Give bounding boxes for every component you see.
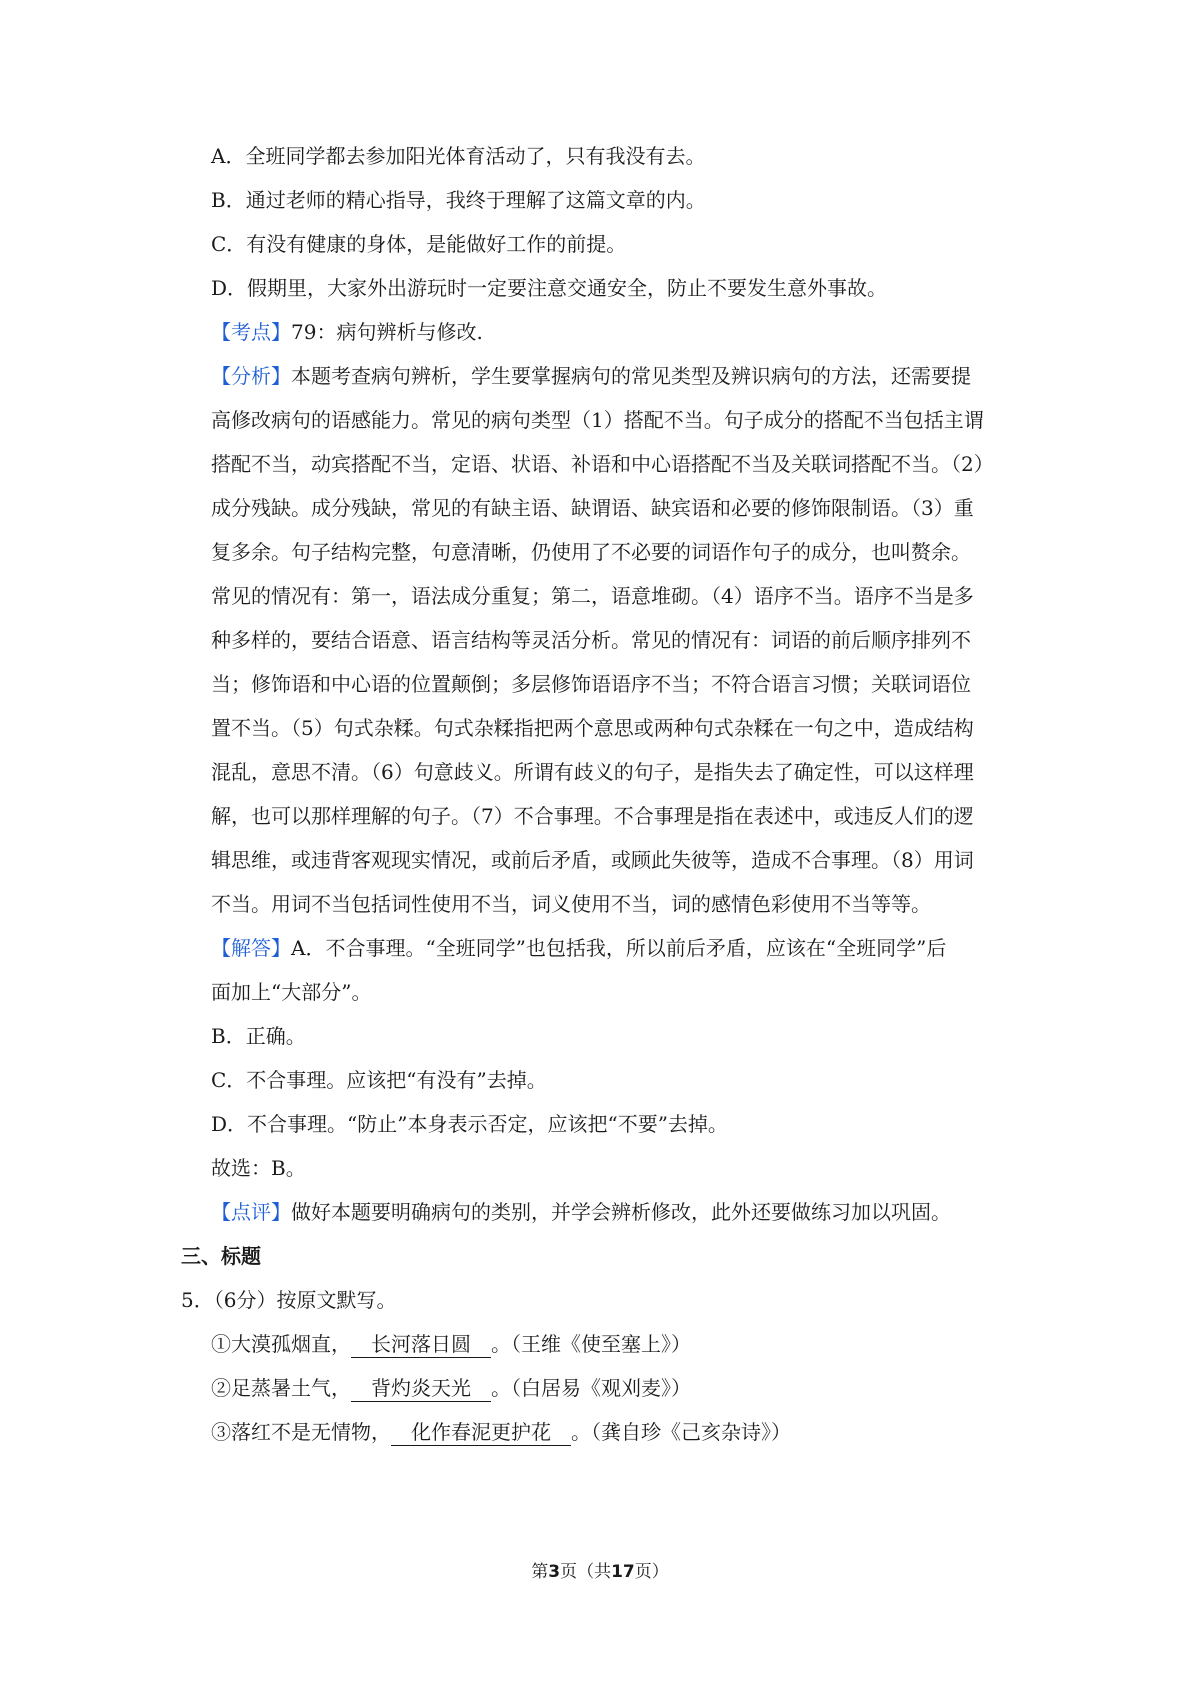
option-d: D．假期里，大家外出游玩时一定要注意交通安全，防止不要发生意外事故。 — [211, 276, 888, 300]
kaodian-tag: 【考点】 — [211, 320, 291, 344]
fenxi-line-1 — [211, 362, 971, 390]
question-5-item-2 — [211, 1374, 691, 1402]
jieda-line-5: D．不合事理。“防止”本身表示否定，应该把“不要”去掉。 — [211, 1112, 728, 1136]
fenxi-line-12: 辑思维，或违背客观现实情况，或前后矛盾，或顾此失彼等，造成不合事理。（8）用词 — [211, 848, 974, 872]
footer-suffix: 页） — [634, 1562, 669, 1582]
item-1-source: 。（王维《使至塞上》） — [491, 1332, 691, 1356]
question-5-item-3 — [211, 1418, 791, 1446]
kaodian-text: 79：病句辨析与修改. — [291, 320, 483, 344]
jieda-line-4: C．不合事理。应该把“有没有”去掉。 — [211, 1068, 547, 1092]
fenxi-line-8: 当；修饰语和中心语的位置颠倒；多层修饰语语序不当；不符合语言习惯；关联词语位 — [211, 672, 971, 696]
page-footer — [0, 1560, 1200, 1584]
fenxi-tag: 【分析】 — [211, 364, 291, 388]
fenxi-text: 本题考查病句辨析，学生要掌握病句的常见类型及辨识病句的方法，还需要提 — [291, 364, 971, 388]
fenxi-line-2: 高修改病句的语感能力。常见的病句类型（1）搭配不当。句子成分的搭配不当包括主谓 — [211, 408, 984, 432]
jieda-line-3: B．正确。 — [211, 1024, 306, 1048]
item-3-source: 。（龚自珍《己亥杂诗》） — [571, 1420, 791, 1444]
dianping-line — [211, 1198, 951, 1226]
section-title: 三、标题 — [181, 1244, 261, 1268]
fenxi-line-6: 常见的情况有：第一，语法成分重复；第二，语意堆砌。（4）语序不当。语序不当是多 — [211, 584, 974, 608]
dianping-text: 做好本题要明确病句的类别，并学会辨析修改，此外还要做练习加以巩固。 — [291, 1200, 951, 1224]
kaodian-line — [211, 318, 483, 346]
option-c: C．有没有健康的身体，是能做好工作的前提。 — [211, 232, 627, 256]
item-1-prompt: ①大漠孤烟直， — [211, 1332, 351, 1356]
page-number: 3 — [548, 1562, 561, 1582]
fenxi-line-5: 复多余。句子结构完整，句意清晰，仍使用了不必要的词语作句子的成分，也叫赘余。 — [211, 540, 971, 564]
fenxi-line-9: 置不当。（5）句式杂糅。句式杂糅指把两个意思或两种句式杂糅在一句之中，造成结构 — [211, 716, 974, 740]
option-b: B．通过老师的精心指导，我终于理解了这篇文章的内。 — [211, 188, 706, 212]
fenxi-line-4: 成分残缺。成分残缺，常见的有缺主语、缺谓语、缺宾语和必要的修饰限制语。（3）重 — [211, 496, 974, 520]
jieda-line-2: 面加上“大部分”。 — [211, 980, 372, 1004]
answer-blank-1: 长河落日圆 — [351, 1331, 491, 1358]
question-5-stem: 5．（6分）按原文默写。 — [181, 1288, 397, 1312]
fenxi-line-7: 种多样的，要结合语意、语言结构等灵活分析。常见的情况有：词语的前后顺序排列不 — [211, 628, 971, 652]
question-5-item-1 — [211, 1330, 691, 1358]
item-3-prompt: ③落红不是无情物， — [211, 1420, 391, 1444]
jieda-text: A．不合事理。“全班同学”也包括我，所以前后矛盾，应该在“全班同学”后 — [291, 936, 947, 960]
fenxi-line-11: 解，也可以那样理解的句子。（7）不合事理。不合事理是指在表述中，或违反人们的逻 — [211, 804, 974, 828]
jieda-line-6: 故选：B。 — [211, 1156, 306, 1180]
answer-blank-3: 化作春泥更护花 — [391, 1419, 571, 1446]
footer-middle: 页（共 — [560, 1562, 612, 1582]
item-2-prompt: ②足蒸暑土气， — [211, 1376, 351, 1400]
footer-prefix: 第 — [531, 1562, 549, 1582]
jieda-tag: 【解答】 — [211, 936, 291, 960]
fenxi-line-3: 搭配不当，动宾搭配不当，定语、状语、补语和中心语搭配不当及关联词搭配不当。（2） — [211, 452, 994, 476]
page-total: 17 — [611, 1562, 635, 1582]
answer-blank-2: 背灼炎天光 — [351, 1375, 491, 1402]
fenxi-line-10: 混乱，意思不清。（6）句意歧义。所谓有歧义的句子，是指失去了确定性，可以这样理 — [211, 760, 974, 784]
dianping-tag: 【点评】 — [211, 1200, 291, 1224]
jieda-line-1 — [211, 934, 946, 962]
option-a: A．全班同学都去参加阳光体育活动了，只有我没有去。 — [211, 144, 706, 168]
item-2-source: 。（白居易《观刈麦》） — [491, 1376, 691, 1400]
fenxi-line-13: 不当。用词不当包括词性使用不当，词义使用不当，词的感情色彩使用不当等等。 — [211, 892, 931, 916]
